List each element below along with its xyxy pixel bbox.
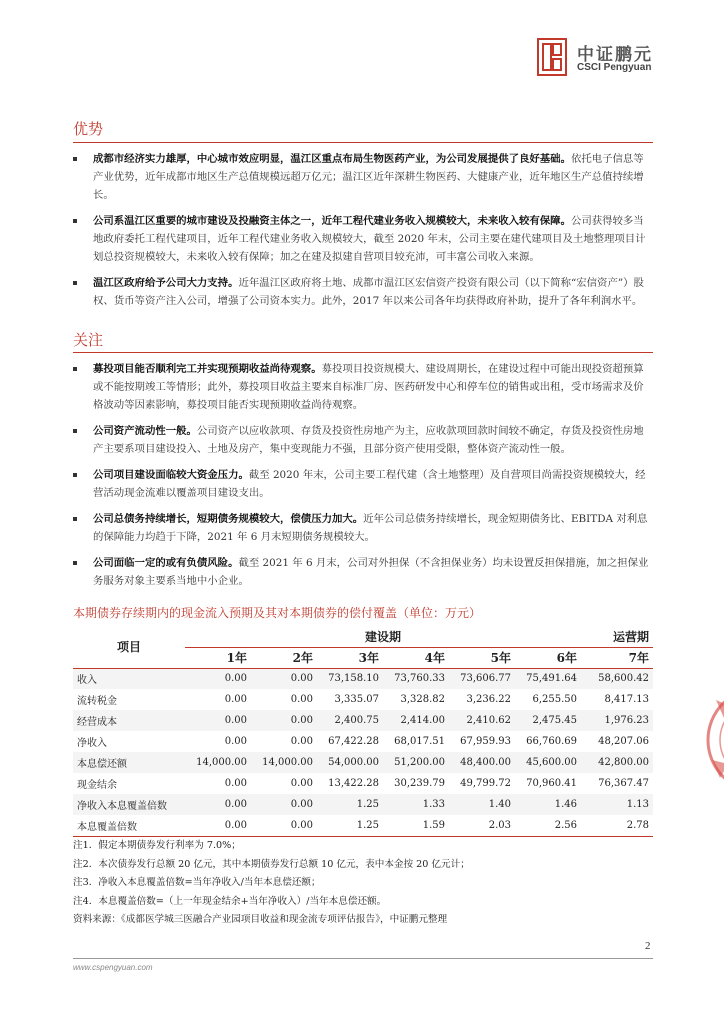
note-line: 注4．本息覆盖倍数=（上一年现金结余+当年净收入）/当年本息偿还额。 xyxy=(73,895,387,907)
table-cell: 48,400.00 xyxy=(449,752,515,773)
row-label: 净收入本息覆盖倍数 xyxy=(73,794,185,815)
bullet-icon xyxy=(73,157,77,161)
concern-bold: 募投项目能否顺利完工并实现预期收益尚待观察。 xyxy=(93,363,322,375)
table-notes xyxy=(73,837,653,930)
table-cell: 0.00 xyxy=(224,736,247,747)
footer-url[interactable]: www.cspengyuan.com xyxy=(73,963,153,972)
note-line: 注3．净收入本息覆盖倍数=当年净收入/当年本息偿还额； xyxy=(73,877,321,888)
concern-item xyxy=(73,554,653,590)
concern-text: 截至 2021 年 6 月末，公司对外担保（不含担保业务）均未设置反担保措施，加之担保业务服务对象主要系当地中小企业。 xyxy=(93,557,649,587)
table-cell: 48,207.06 xyxy=(598,736,649,747)
footer-divider xyxy=(73,958,653,959)
table-cell: 2,414.00 xyxy=(383,710,449,731)
table-cell: 73,760.33 xyxy=(383,668,449,689)
table-cell: 75,491.64 xyxy=(515,668,581,689)
year-header: 5年 xyxy=(449,647,515,668)
table-cell: 0.00 xyxy=(224,694,247,705)
logo-english-name: CSCI Pengyuan xyxy=(577,62,652,73)
table-cell: 70,960.41 xyxy=(526,778,577,789)
seal-stamp-icon xyxy=(700,660,724,820)
concern-item xyxy=(73,510,653,546)
table-cell: 45,600.00 xyxy=(515,752,581,773)
table-row xyxy=(73,731,653,752)
item-column-header: 项目 xyxy=(73,626,185,668)
table-row xyxy=(73,815,653,836)
logo-chinese-name: 中证鹏元 xyxy=(577,45,653,65)
table-cell: 3,328.82 xyxy=(400,694,445,705)
bullet-icon xyxy=(73,281,77,285)
row-label: 经营成本 xyxy=(73,710,185,731)
row-label: 流转税金 xyxy=(77,696,117,707)
table-cell: 73,158.10 xyxy=(317,668,383,689)
table-cell: 8,417.13 xyxy=(604,694,649,705)
row-label: 收入 xyxy=(73,668,185,689)
note-line: 注2．本次债券发行总额 20 亿元，其中本期债券发行总额 10 亿元，表中本金按 20 亿元计； xyxy=(73,858,470,870)
concern-text: 募投项目投资规模大、建设周期长，在建设过程中可能出现投资超预算或不能按期竣工等情形；此外，募投项目收益主要来自标准厂房、医药研发中心和停车位的销售或出租，受市场需求及价格波动等因素影响，募投项目能否实现预期收益尚待观察。 xyxy=(93,363,644,411)
table-cell: 1.25 xyxy=(317,815,383,836)
table-cell: 3,236.22 xyxy=(466,694,511,705)
concern-bold: 公司面临一定的或有负债风险。 xyxy=(93,557,239,569)
concern-bold: 公司项目建设面临较大资金压力。 xyxy=(93,469,249,481)
row-label: 现金结余 xyxy=(77,780,117,791)
year-header: 1年 xyxy=(185,647,251,668)
table-cell: 0.00 xyxy=(185,710,251,731)
table-cell: 0.00 xyxy=(251,710,317,731)
table-cell: 2,475.45 xyxy=(515,710,581,731)
table-title: 本期债券存续期内的现金流入预期及其对本期债券的偿付覆盖（单位：万元） xyxy=(73,606,482,620)
table-cell: 2,410.62 xyxy=(449,710,515,731)
concern-item xyxy=(73,466,653,502)
table-cell: 1.25 xyxy=(317,794,383,815)
table-row xyxy=(73,668,653,689)
table-cell: 0.00 xyxy=(185,668,251,689)
advantage-text: 依托电子信息等产业优势，近年成都市地区生产总值规模远超万亿元；温江区近年深耕生物医药、大健康产业，近年地区生产总值持续增长。 xyxy=(93,153,644,201)
table-cell: 0.00 xyxy=(251,668,317,689)
table-cell: 42,800.00 xyxy=(581,752,653,773)
bullet-icon xyxy=(73,561,77,565)
table-cell: 0.00 xyxy=(290,736,313,747)
table-cell: 76,367.47 xyxy=(598,778,649,789)
table-cell: 6,255.50 xyxy=(532,694,577,705)
table-body xyxy=(73,668,653,836)
source-line: 资料来源：《成都医学城三医融合产业园项目收益和现金流专项评估报告》，中证鹏元整理 xyxy=(73,914,448,925)
table-row xyxy=(73,752,653,773)
table-cell: 67,959.93 xyxy=(460,736,511,747)
table-cell: 13,422.28 xyxy=(328,778,379,789)
concerns-title: 关注 xyxy=(73,331,104,349)
concerns-list xyxy=(73,360,653,598)
row-label: 本息覆盖倍数 xyxy=(73,815,185,836)
year-header: 4年 xyxy=(383,647,449,668)
concern-text: 近年公司总债务持续增长，现金短期债务比、EBITDA 对利息的保障能力均趋于下降，2021 年 6 月末短期债务规模较大。 xyxy=(93,513,648,543)
table-row xyxy=(73,689,653,710)
table-cell: 0.00 xyxy=(251,794,317,815)
operation-period-header: 运营期 xyxy=(581,626,653,647)
table-row xyxy=(73,794,653,815)
concern-item xyxy=(73,422,653,458)
construction-period-header: 建设期 xyxy=(185,626,581,647)
table-cell: 14,000.00 xyxy=(251,752,317,773)
year-header: 6年 xyxy=(515,647,581,668)
table-cell: 1.40 xyxy=(449,794,515,815)
table-cell: 2,400.75 xyxy=(317,710,383,731)
table-cell: 0.00 xyxy=(290,694,313,705)
concerns-divider xyxy=(73,352,653,353)
table-cell: 54,000.00 xyxy=(317,752,383,773)
advantage-bold: 成都市经济实力雄厚，中心城市效应明显，温江区重点布局生物医药产业，为公司发展提供了良好基础。 xyxy=(93,153,571,165)
advantage-item xyxy=(73,274,653,310)
page-number: 2 xyxy=(645,940,651,952)
bullet-icon xyxy=(73,517,77,521)
table-cell: 2.78 xyxy=(581,815,653,836)
table-row xyxy=(73,710,653,731)
table-cell: 14,000.00 xyxy=(185,752,251,773)
bullet-icon xyxy=(73,429,77,433)
year-header: 3年 xyxy=(317,647,383,668)
advantage-bold: 公司系温江区重要的城市建设及投融资主体之一，近年工程代建业务收入规模较大，未来收入较有保障。 xyxy=(93,215,571,227)
table-header-row xyxy=(73,626,653,647)
table-cell: 1.46 xyxy=(515,794,581,815)
company-logo xyxy=(537,38,687,78)
table-cell: 1.33 xyxy=(383,794,449,815)
table-cell: 0.00 xyxy=(224,778,247,789)
advantages-divider xyxy=(73,142,653,143)
advantages-list xyxy=(73,150,653,318)
advantage-item xyxy=(73,150,653,204)
table-cell: 58,600.42 xyxy=(581,668,653,689)
concern-item xyxy=(73,360,653,414)
advantages-title: 优势 xyxy=(73,120,104,138)
concern-bold: 公司总债务持续增长，短期债务规模较大，偿债压力加大。 xyxy=(93,513,364,525)
advantage-bold: 温江区政府给予公司大力支持。 xyxy=(93,277,239,289)
row-label: 净收入 xyxy=(77,738,107,749)
table-cell: 0.00 xyxy=(185,794,251,815)
advantage-text: 公司获得较多当地政府委托工程代建项目，近年工程代建业务收入规模较大，截至 2020 年末，公司主要在建代建项目及土地整理项目计划总投资规模较大，未来收入较有保障；加之在建及拟建自营项目较充沛，可丰富公司收入来源。 xyxy=(93,215,646,263)
row-label: 本息偿还额 xyxy=(73,752,185,773)
table-cell: 66,760.69 xyxy=(526,736,577,747)
logo-seal-icon xyxy=(537,38,567,76)
table-cell: 49,799.72 xyxy=(460,778,511,789)
table-cell: 2.56 xyxy=(515,815,581,836)
table-cell: 1,976.23 xyxy=(581,710,653,731)
bullet-icon xyxy=(73,473,77,477)
table-row xyxy=(73,773,653,794)
table-cell: 1.59 xyxy=(383,815,449,836)
table-cell: 30,239.79 xyxy=(394,778,445,789)
table-cell: 0.00 xyxy=(251,815,317,836)
table-cell: 68,017.51 xyxy=(394,736,445,747)
advantage-text: 近年温江区政府将土地、成都市温江区宏信资产投资有限公司（以下简称“宏信资产”）股权、货币等资产注入公司，增强了公司资本实力。此外，2017 年以来公司各年均获得政府补助，提升了各年利润水平。 xyxy=(93,277,644,307)
table-cell: 2.03 xyxy=(449,815,515,836)
advantage-item xyxy=(73,212,653,266)
year-header: 7年 xyxy=(581,647,653,668)
note-line: 注1．假定本期债券发行利率为 7.0%； xyxy=(73,840,241,851)
concern-text: 公司资产以应收款项、存货及投资性房地产为主，应收款项回款时间较不确定，存货及投资性房地产主要系项目建设投入、土地及房产，集中变现能力不强，且部分资产使用受限，整体资产流动性一般。 xyxy=(93,425,644,455)
cashflow-table xyxy=(73,626,653,837)
table-cell: 73,606.77 xyxy=(449,668,515,689)
table-cell: 0.00 xyxy=(290,778,313,789)
table-cell: 1.13 xyxy=(581,794,653,815)
table-cell: 51,200.00 xyxy=(383,752,449,773)
bullet-icon xyxy=(73,367,77,371)
concern-bold: 公司资产流动性一般。 xyxy=(93,425,197,437)
table-cell: 3,335.07 xyxy=(334,694,379,705)
concern-text: 截至 2020 年末，公司主要工程代建（含土地整理）及自营项目尚需投资规模较大，经营活动现金流难以覆盖项目建设支出。 xyxy=(93,469,646,499)
bullet-icon xyxy=(73,219,77,223)
table-cell: 0.00 xyxy=(185,815,251,836)
table-cell: 67,422.28 xyxy=(328,736,379,747)
year-header: 2年 xyxy=(251,647,317,668)
